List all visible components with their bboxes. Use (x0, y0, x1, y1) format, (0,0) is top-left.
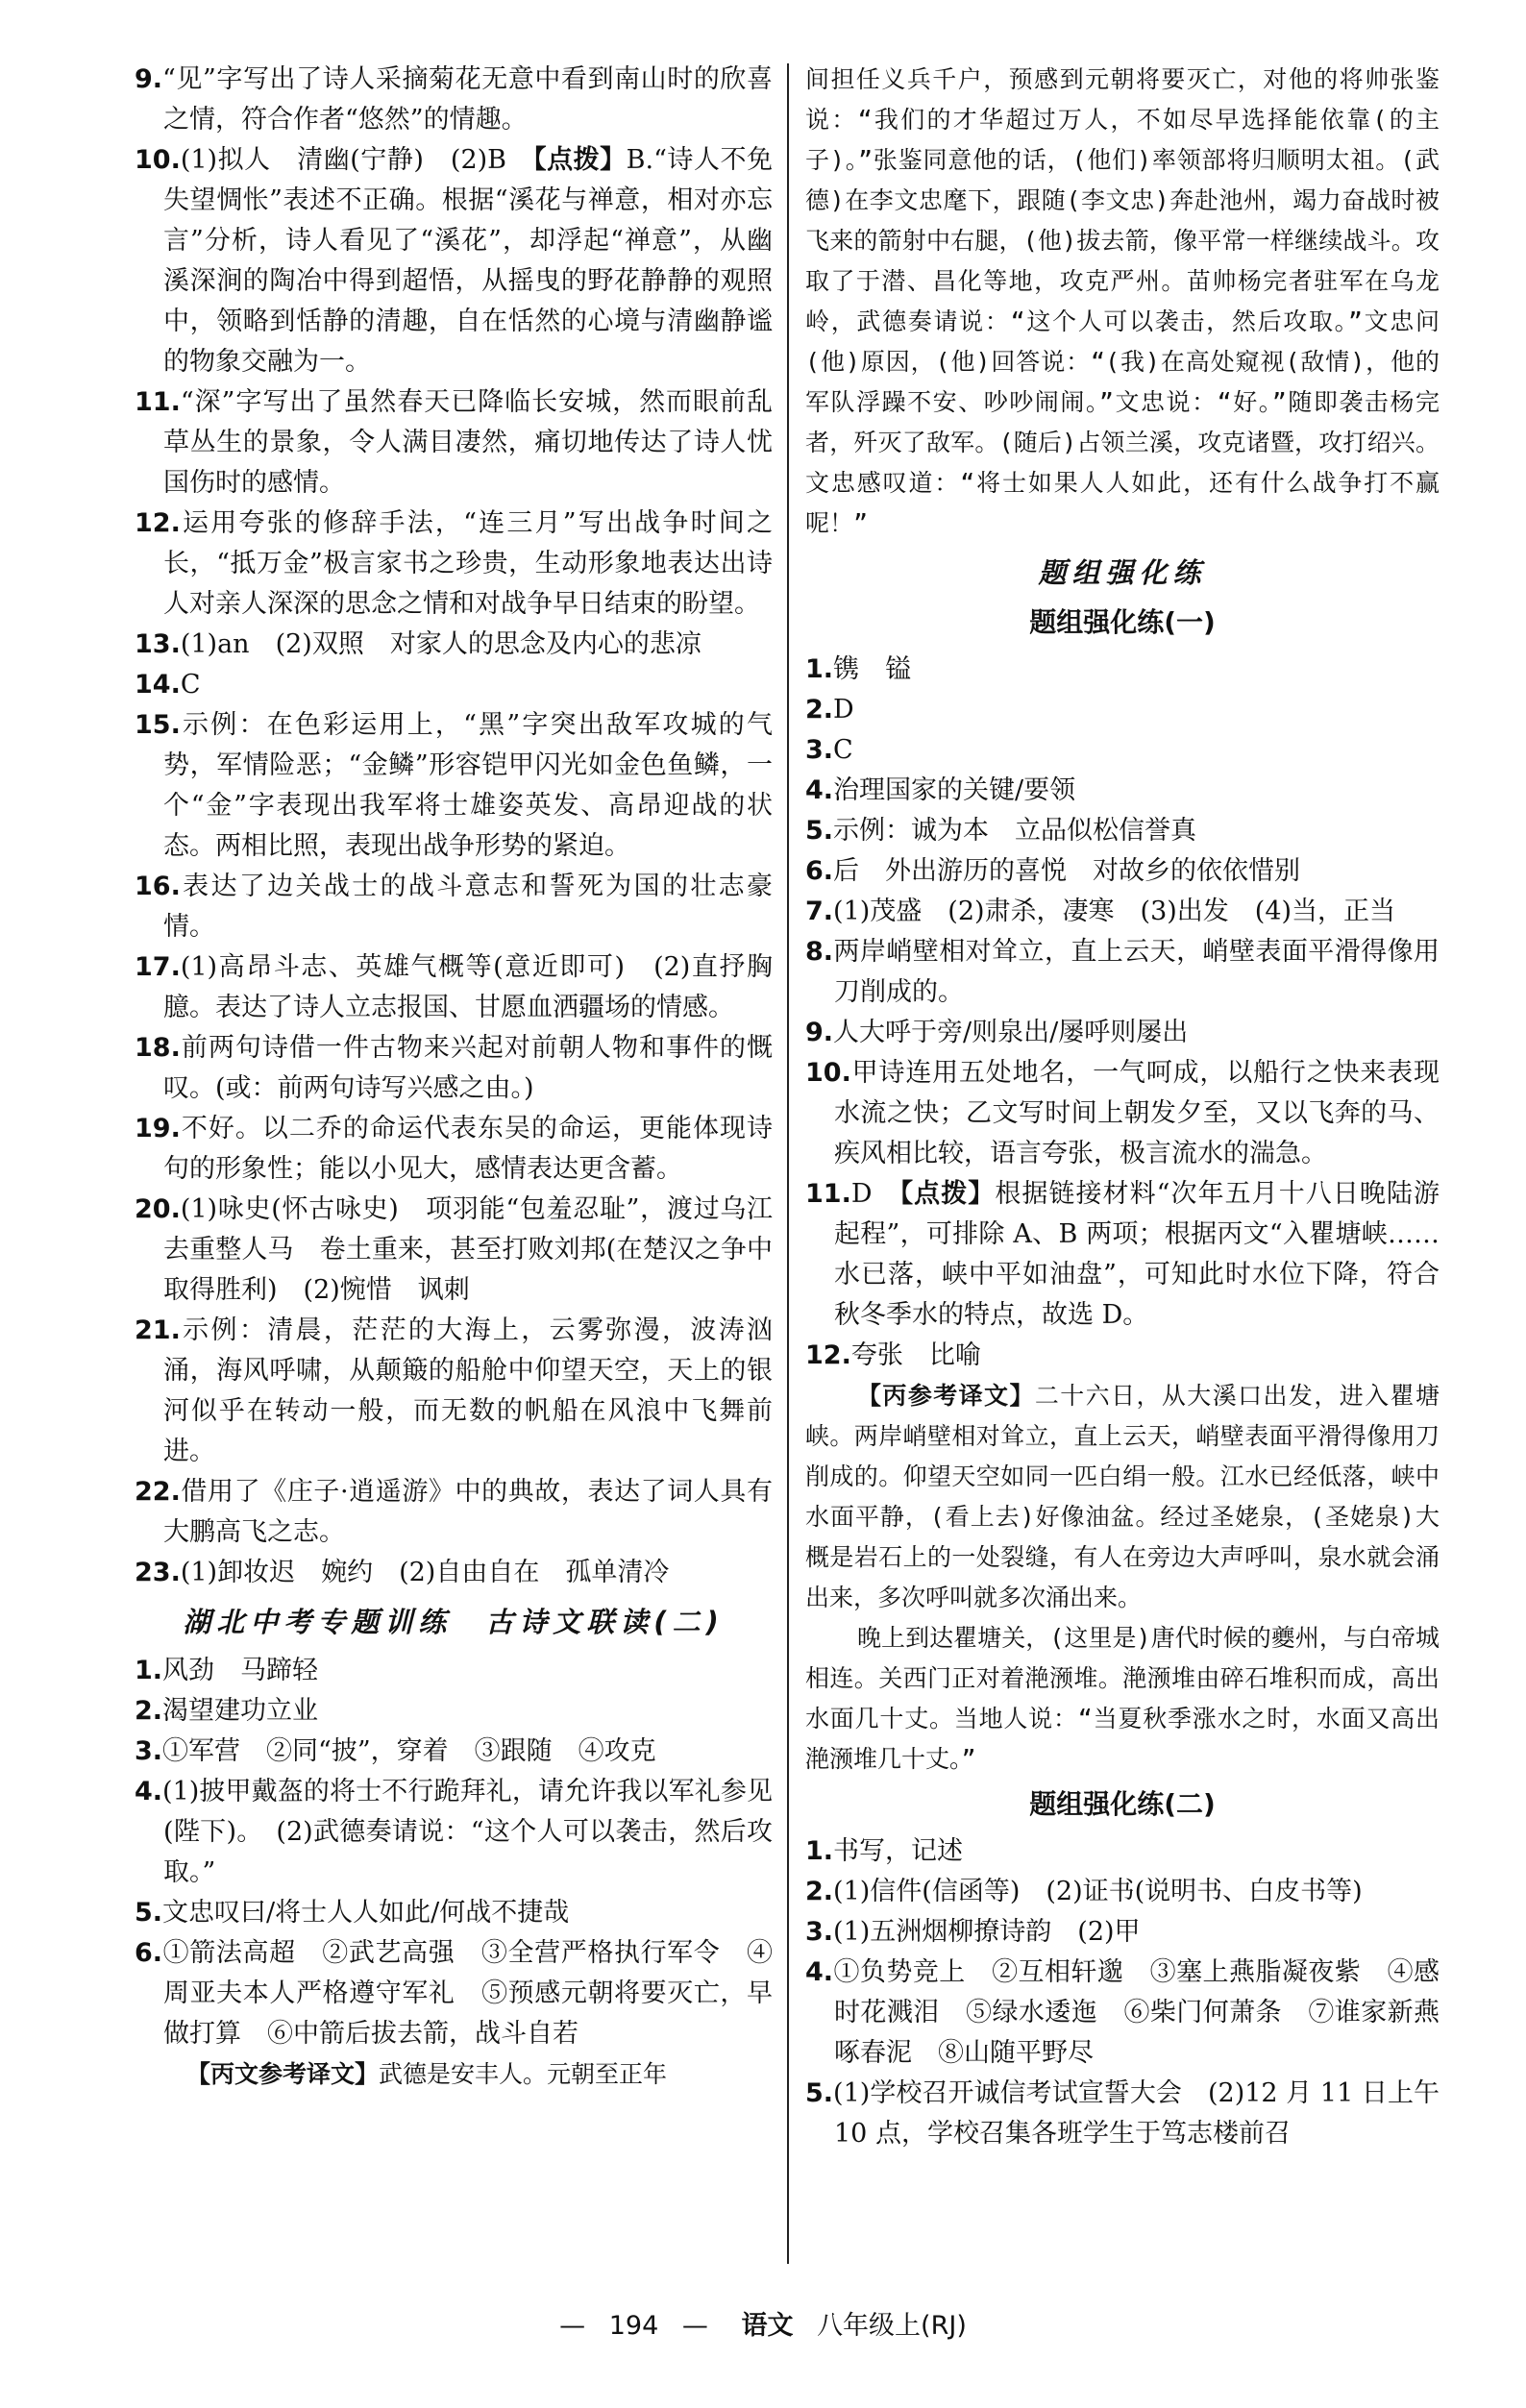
answer-text: 运用夸张的修辞手法，“连三月”写出战争时间之长，“抵万金”极言家书之珍贵，生动形象地表达出诗人对亲人深深的思念之情和对战争早日结束的盼望。 (163, 508, 773, 619)
answer-number: 2. (805, 695, 834, 725)
answer-number: 13. (135, 629, 181, 659)
answer-text: 两岸峭壁相对耸立，直上云天，峭壁表面平滑得像用刀削成的。 (833, 937, 1440, 1007)
answer-item (805, 771, 1440, 811)
answer-number: 6. (805, 856, 834, 886)
answer-number: 20. (135, 1194, 181, 1224)
answer-item (805, 892, 1440, 932)
answer-number: 15. (135, 710, 181, 740)
bing-translation-tag: 【丙文参考译文】 (186, 2060, 380, 2088)
answer-text: 甲诗连用五处地名，一气呵成，以船行之快来表现水流之快；乙文写时间上朝发夕至，又以飞奔的马、疾风相比较，语言夸张，极言流水的湍急。 (834, 1058, 1440, 1168)
answer-item (135, 1190, 773, 1311)
bing2-translation-p1 (805, 1376, 1440, 1618)
left-column (135, 60, 773, 2095)
answer-number: 22. (135, 1477, 181, 1507)
answer-number: 3. (805, 735, 834, 765)
answer-item (135, 1732, 773, 1772)
page-number: 194 (608, 2311, 659, 2341)
answer-number: 6. (135, 1938, 163, 1968)
answer-item (805, 2074, 1440, 2154)
answer-text: 表达了边关战士的战斗意志和誓死为国的壮志豪情。 (163, 872, 773, 942)
bing-translation-continued: 间担任义兵千户，预感到元朝将要灭亡，对他的将帅张鉴说：“我们的才华超过万人，不如尽早选择能依靠(的主子)。”张鉴同意他的话，(他们)率领部将归顺明太祖。(武德)在李文忠麾下，跟随(李文忠)奔赴池州，竭力奋战时被飞来的箭射中右腿，(他)拔去箭，像平常一样继续战斗。攻取了于潜、昌化等地，攻克严州。苗帅杨完者驻军在乌龙岭，武德奏请说：“这个人可以袭击，然后攻取。”文忠问(他)原因，(他)回答说：“(我)在高处窥视(敌情)，他的军队浮躁不安、吵吵闹闹。”文忠说：“好。”随即袭击杨完者，歼灭了敌军。(随后)占领兰溪，攻克诸暨，攻打绍兴。文忠感叹道：“将士如果人人如此，还有什么战争打不赢呢！” (805, 65, 1440, 537)
answer-number: 4. (805, 775, 834, 805)
answer-number: 5. (135, 1898, 163, 1928)
page-footer (0, 2304, 1526, 2342)
answer-number: 10. (135, 145, 181, 175)
answer-number: 14. (135, 670, 181, 700)
answer-text: (1)信件(信函等) (2)证书(说明书、白皮书等) (833, 1877, 1363, 1906)
section-title-tizu: 题组强化练 (1038, 556, 1207, 589)
answer-number: 4. (135, 1777, 163, 1806)
answer-number: 11. (135, 387, 181, 417)
answer-number: 1. (805, 654, 834, 684)
answer-text: 前两句诗借一件古物来兴起对前朝人物和事件的慨叹。(或：前两句诗写兴感之由。) (163, 1033, 773, 1103)
answer-text: “见”字写出了诗人采摘菊花无意中看到南山时的欣喜之情，符合作者“悠然”的情趣。 (162, 64, 773, 135)
answer-text: “深”字写出了虽然春天已降临长安城，然而眼前乱草丛生的景象，令人满目凄然，痛切地传达了诗人忧国伤时的感情。 (163, 387, 773, 498)
answer-text: C (180, 670, 201, 700)
answer-number: 1. (135, 1656, 163, 1685)
answer-item (805, 1953, 1440, 2074)
footer-grade: 八年级上(RJ) (817, 2311, 967, 2341)
hint-tag: 【点拨】 (533, 145, 627, 175)
answer-text: ①箭法高超 ②武艺高强 ③全营严格执行军令 ④周亚夫本人严格遵守军礼 ⑤预感元朝将要灭亡，早做打算 ⑥中箭后拔去箭，战斗自若 (162, 1938, 773, 2049)
answer-item (135, 1651, 773, 1691)
hint-text: 根据链接材料“次年五月十八日晚陆游起程”，可排除 A、B 两项；根据丙文“入瞿塘峡……水已落，峡中平如油盘”，可知此时水位下降，符合秋冬季水的特点，故选 D。 (834, 1179, 1440, 1330)
answer-list-sub2 (805, 1831, 1440, 2154)
hint-text: B.“诗人不免失望惆怅”表述不正确。根据“溪花与禅意，相对亦忘言”分析，诗人看见了“溪花”，却浮起“禅意”，从幽溪深涧的陶冶中得到超悟，从摇曳的野花静静的观照中，领略到恬静的清趣，自在恬然的心境与清幽静谧的物象交融为一。 (163, 145, 773, 377)
answer-item (805, 1336, 1440, 1376)
answer-number: 21. (135, 1315, 181, 1345)
bing-translation (135, 2054, 773, 2095)
answer-text: C (833, 735, 853, 765)
answer-text: 镌 镒 (833, 654, 912, 684)
answer-item (135, 60, 773, 140)
answer-item (805, 1912, 1440, 1953)
answer-text: (1)高昂斗志、英雄气概等(意近即可) (2)直抒胸臆。表达了诗人立志报国、甘愿血洒疆场的情感。 (163, 952, 773, 1022)
answer-number: 3. (135, 1736, 163, 1766)
answer-text: (1)五洲烟柳撩诗韵 (2)甲 (833, 1917, 1141, 1947)
answer-item (135, 867, 773, 947)
answer-text: (1)拟人 清幽(宁静) (2)B (180, 145, 534, 175)
answer-item (135, 1893, 773, 1933)
answer-text: 示例：在色彩运用上，“黑”字突出敌军攻城的气势，军情险恶；“金鳞”形容铠甲闪光如金色鱼鳞，一个“金”字表现出我军将士雄姿英发、高昂迎战的状态。两相比照，表现出战争形势的紧迫。 (163, 710, 773, 861)
answer-text: (1)an (2)双照 对家人的思念及内心的悲凉 (180, 629, 701, 659)
bing2-translation-tag: 【丙参考译文】 (857, 1382, 1035, 1410)
answer-text: 后 外出游历的喜悦 对故乡的依依惜别 (833, 856, 1301, 886)
answer-text: ①军营 ②同“披”，穿着 ③跟随 ④攻克 (162, 1736, 656, 1766)
answer-number: 5. (805, 816, 834, 846)
answer-number: 2. (135, 1696, 163, 1726)
answer-text: 夸张 比喻 (850, 1340, 981, 1370)
answer-item (805, 1013, 1440, 1053)
answer-item (135, 625, 773, 665)
answer-text: D (833, 695, 854, 725)
answer-item (805, 1872, 1440, 1912)
answer-item (135, 705, 773, 867)
answer-number: 23. (135, 1558, 181, 1587)
answer-number: 9. (135, 64, 163, 94)
footer-dash-left: — (559, 2311, 586, 2341)
answer-number: 1. (805, 1836, 834, 1866)
answer-item (805, 851, 1440, 892)
answer-item (805, 811, 1440, 851)
answer-item (135, 140, 773, 382)
answer-number: 16. (135, 872, 181, 901)
answer-item (135, 1311, 773, 1472)
answer-number: 12. (135, 508, 181, 538)
answer-item (135, 1691, 773, 1732)
right-column (805, 60, 1440, 2154)
answer-text: 示例：清晨，茫茫的大海上，云雾弥漫，波涛汹涌，海风呼啸，从颠簸的船舱中仰望天空，天上的银河似乎在转动一般，而无数的帆船在风浪中飞舞前进。 (163, 1315, 773, 1466)
answer-item (805, 1174, 1440, 1336)
answer-item (135, 1772, 773, 1893)
answer-number: 17. (135, 952, 181, 982)
answer-item (805, 1053, 1440, 1174)
answer-text: ①负势竞上 ②互相轩邈 ③塞上燕脂凝夜紫 ④感时花溅泪 ⑤绿水逶迤 ⑥柴门何萧条 ⑦谁家新燕啄春泥 ⑧山随平野尽 (833, 1957, 1440, 2068)
answer-number: 2. (805, 1877, 834, 1906)
column-divider (787, 63, 789, 2264)
answer-text: 示例：诚为本 立品似松信誉真 (833, 816, 1197, 846)
answer-text: 书写，记述 (833, 1836, 964, 1866)
answer-text: 人大呼于旁/则泉出/屡呼则屡出 (833, 1018, 1189, 1047)
answer-item (805, 690, 1440, 730)
answer-text: (1)咏史(怀古咏史) 项羽能“包羞忍耻”，渡过乌江去重整人马 卷土重来，甚至打败刘邦(在楚汉之争中取得胜利) (2)惋惜 讽刺 (163, 1194, 773, 1305)
answer-number: 19. (135, 1114, 181, 1143)
answer-item (135, 382, 773, 504)
answer-list-left (135, 60, 773, 1593)
answer-number: 5. (805, 2078, 834, 2108)
subsection-title-2: 题组强化练(二) (1029, 1788, 1216, 1820)
answer-text: D (850, 1179, 900, 1209)
bing-translation-text-part1: 武德是安丰人。元朝至正年 (379, 2060, 668, 2088)
answer-text: (1)茂盛 (2)肃杀，凄寒 (3)出发 (4)当，正当 (833, 897, 1396, 926)
answer-number: 3. (805, 1917, 834, 1947)
answer-number: 8. (805, 937, 834, 967)
answer-text: 治理国家的关键/要领 (833, 775, 1076, 805)
answer-text: 渴望建功立业 (162, 1696, 319, 1726)
answer-text: (1)卸妆迟 婉约 (2)自由自在 孤单清冷 (180, 1558, 670, 1587)
section-title-hubei: 湖北中考专题训练 古诗文联读(二) (183, 1606, 725, 1638)
answer-item (135, 1553, 773, 1593)
answer-number: 4. (805, 1957, 834, 1987)
answer-text: 风劲 马蹄轻 (162, 1656, 319, 1685)
answer-item (805, 932, 1440, 1013)
hint-tag: 【点拨】 (899, 1179, 996, 1209)
answer-number: 7. (805, 897, 834, 926)
answer-item (135, 1472, 773, 1553)
answer-item (805, 1831, 1440, 1872)
answer-text: (1)学校召开诚信考试宣誓大会 (2)12 月 11 日上午 10 点，学校召集各班学生于笃志楼前召 (833, 2078, 1440, 2149)
bing2-translation-p2: 晚上到达瞿塘关，(这里是)唐代时候的夔州，与白帝城相连。关西门正对着滟滪堆。滟滪堆由碎石堆积而成，高出水面几十丈。当地人说：“当夏秋季涨水之时，水面又高出滟滪堆几十丈。” (805, 1624, 1440, 1773)
answer-text: (1)披甲戴盔的将士不行跪拜礼，请允许我以军礼参见(陛下)。 (2)武德奏请说：“这个人可以袭击，然后攻取。” (162, 1777, 773, 1887)
answer-item (135, 1933, 773, 2054)
answer-text: 文忠叹曰/将士人人如此/何战不捷哉 (162, 1898, 570, 1928)
answer-list-hubei (135, 1651, 773, 2054)
answer-number: 10. (805, 1058, 851, 1088)
answer-number: 11. (805, 1179, 851, 1209)
answer-text: 借用了《庄子·逍遥游》中的典故，表达了词人具有大鹏高飞之志。 (163, 1477, 773, 1547)
footer-dash-right: — (681, 2311, 708, 2341)
subsection-title-1: 题组强化练(一) (1029, 606, 1216, 638)
answer-number: 18. (135, 1033, 181, 1063)
answer-number: 12. (805, 1340, 851, 1370)
footer-subject: 语文 (741, 2311, 794, 2341)
bing2-translation-text: 二十六日，从大溪口出发，进入瞿塘峡。两岸峭壁相对耸立，直上云天，峭壁表面平滑得像用刀削成的。仰望天空如同一匹白绢一般。江水已经低落，峡中水面平静，(看上去)好像油盆。经过圣姥泉，(圣姥泉)大概是岩石上的一处裂缝，有人在旁边大声呼叫，泉水就会涌出来，多次呼叫就多次涌出来。 (805, 1382, 1440, 1611)
answer-item (805, 730, 1440, 771)
answer-item (135, 504, 773, 625)
answer-item (805, 650, 1440, 690)
answer-item (135, 1109, 773, 1190)
answer-item (135, 947, 773, 1028)
answer-item (135, 665, 773, 705)
answer-item (135, 1028, 773, 1109)
answer-number: 9. (805, 1018, 834, 1047)
answer-text: 不好。以二乔的命运代表东吴的命运，更能体现诗句的形象性；能以小见大，感情表达更含蓄。 (163, 1114, 773, 1184)
answer-list-sub1 (805, 650, 1440, 1376)
